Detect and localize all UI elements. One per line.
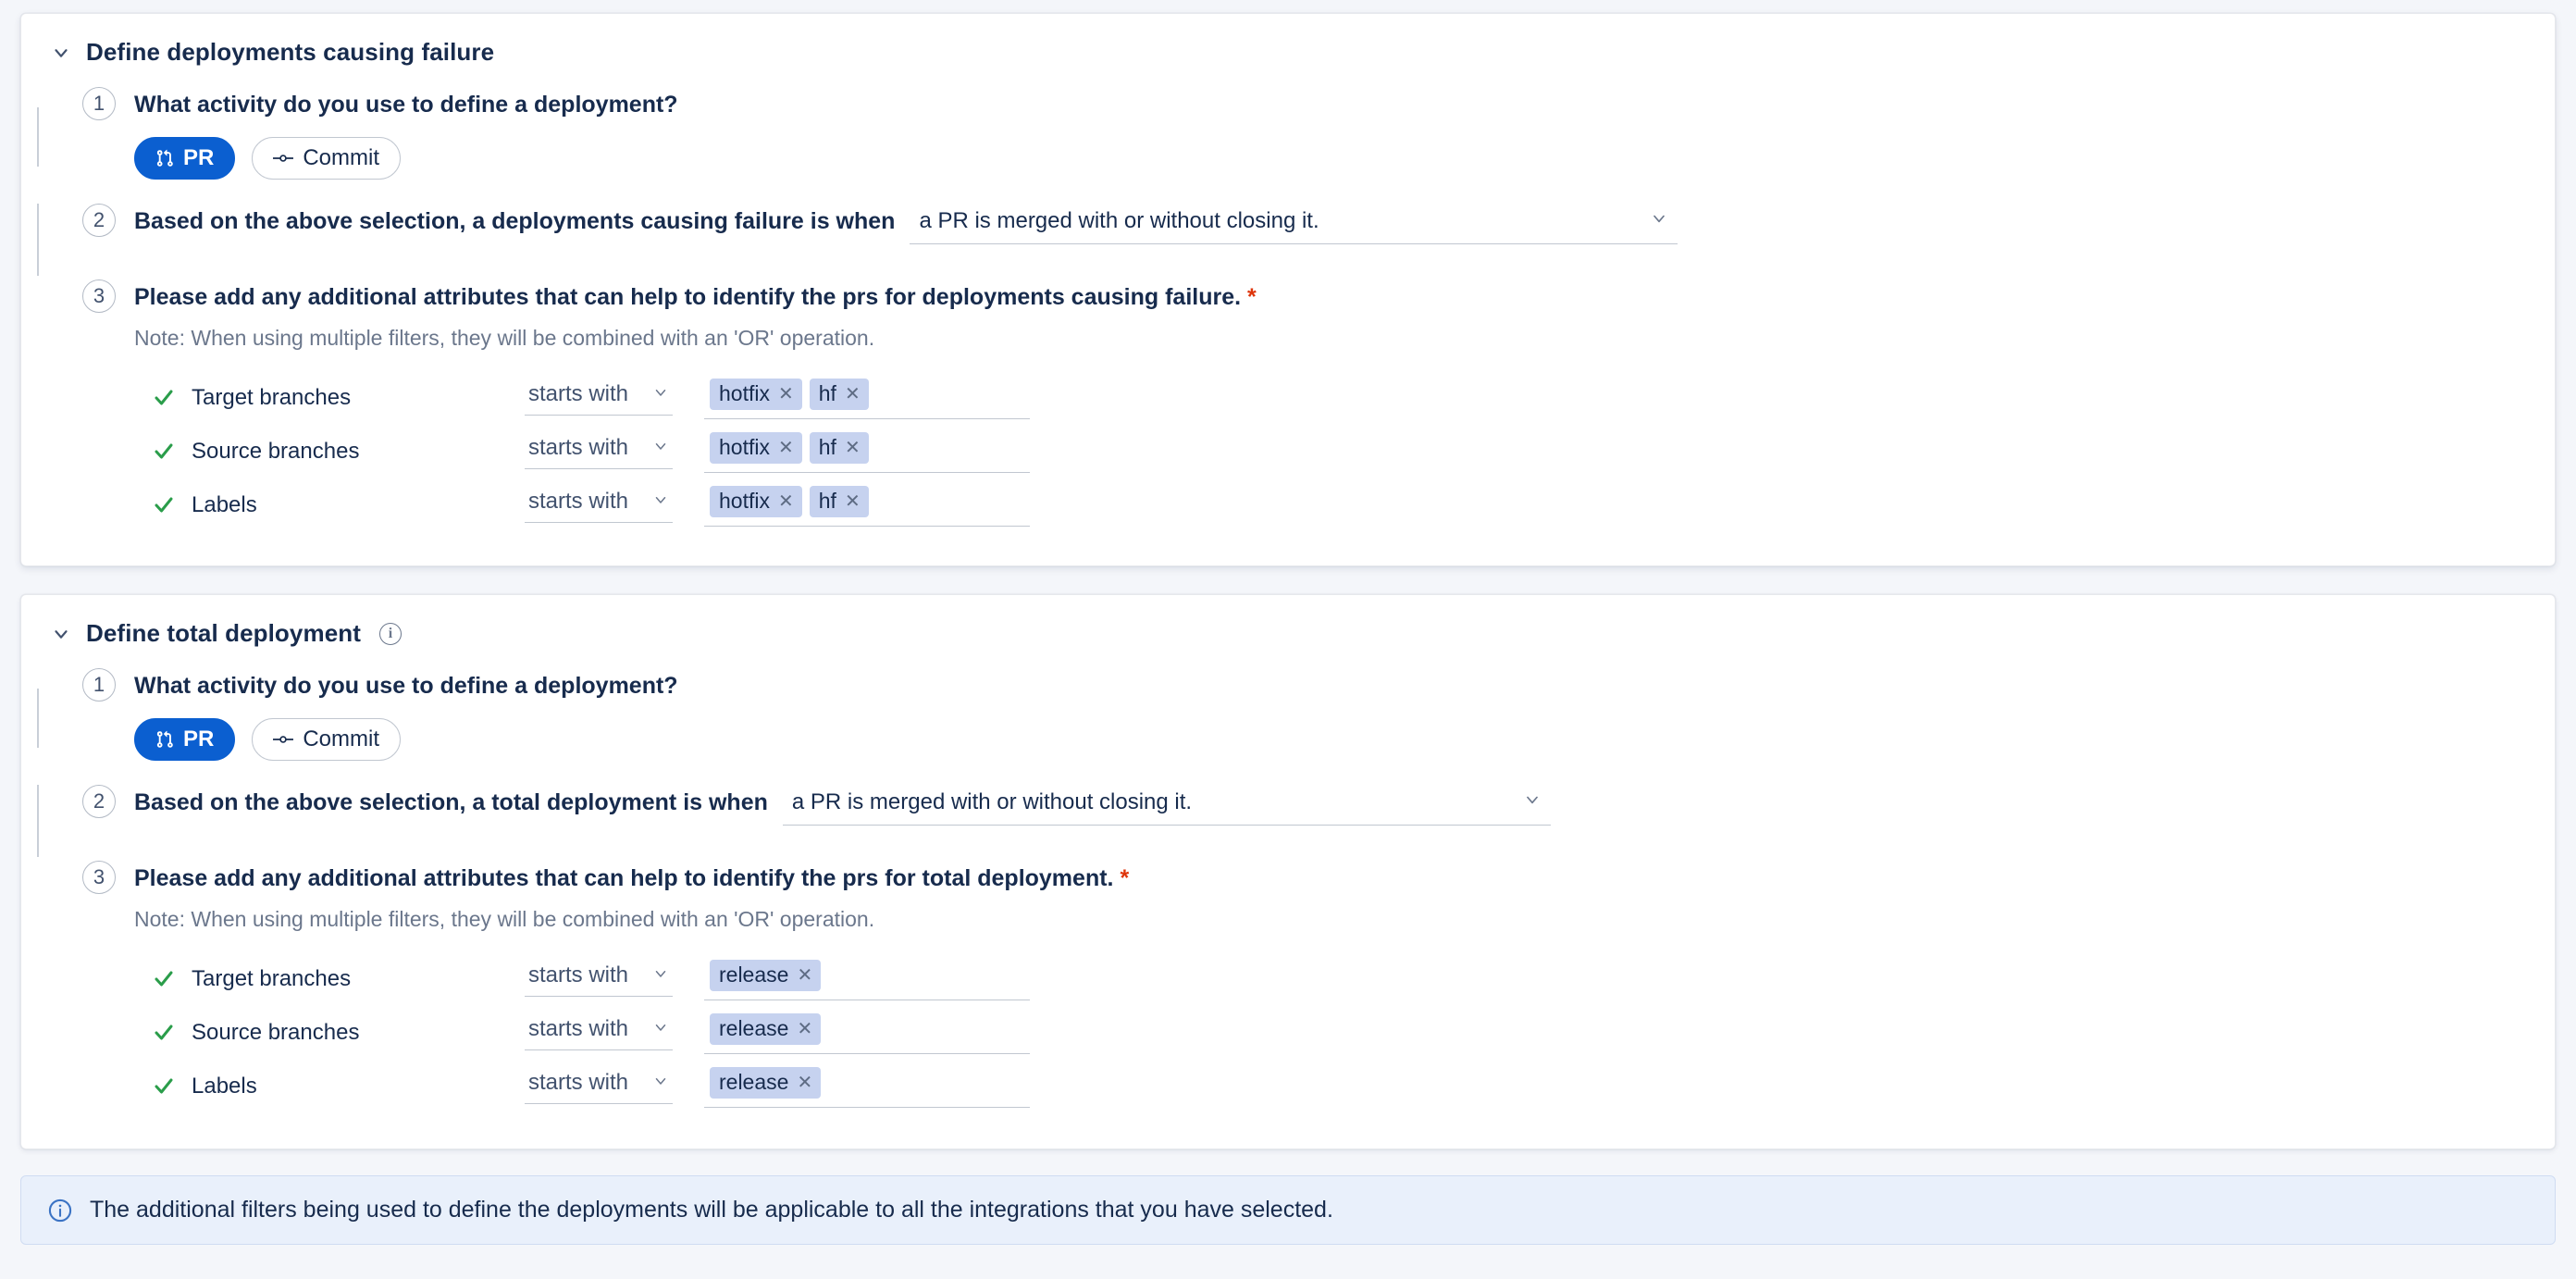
- check-icon[interactable]: [153, 1075, 184, 1098]
- activity-toggle-group: [134, 137, 2555, 180]
- chevron-down-icon: [652, 1016, 669, 1042]
- step-connector: [37, 785, 39, 857]
- activity-option-commit[interactable]: [252, 718, 401, 761]
- definition-select[interactable]: [783, 789, 1551, 826]
- filter-tag-label: hf: [818, 435, 836, 459]
- filter-operator-select[interactable]: [525, 1070, 673, 1104]
- step-number: 2: [82, 785, 116, 818]
- filter-row: [134, 371, 2555, 425]
- step-number: 1: [82, 87, 116, 120]
- filter-values[interactable]: [704, 430, 1030, 473]
- definition-row: [134, 789, 2555, 826]
- step-number: 3: [82, 861, 116, 894]
- remove-tag-icon[interactable]: ✕: [844, 437, 861, 458]
- step-number: 2: [82, 204, 116, 237]
- filter-tag[interactable]: [710, 1013, 821, 1045]
- step-question: What activity do you use to define a deployment?: [134, 92, 678, 118]
- section-deployments-causing-failure: [20, 13, 2556, 566]
- check-icon[interactable]: [153, 387, 184, 409]
- section-title: Define deployments causing failure: [86, 38, 495, 66]
- remove-tag-icon[interactable]: ✕: [797, 1072, 813, 1093]
- activity-option-pr[interactable]: [134, 718, 235, 761]
- activity-option-commit[interactable]: [252, 137, 401, 180]
- step-connector: [37, 689, 39, 748]
- info-icon: [47, 1198, 73, 1223]
- step-3: [82, 864, 2555, 1113]
- remove-tag-icon[interactable]: ✕: [797, 964, 813, 986]
- chevron-down-icon: [652, 489, 669, 515]
- filter-tag[interactable]: [710, 486, 802, 517]
- attributes-label-text: Please add any additional attributes that can help to identify the prs for deployments causing failure.: [134, 284, 1242, 310]
- step-number: 3: [82, 279, 116, 313]
- chevron-down-icon: [652, 962, 669, 988]
- filter-tag[interactable]: [710, 379, 802, 410]
- chevron-down-icon[interactable]: [49, 41, 73, 65]
- step-3: [82, 283, 2555, 532]
- filter-operator-value: starts with: [528, 962, 629, 987]
- section-header[interactable]: [21, 619, 2555, 648]
- filter-tag-label: release: [719, 962, 789, 987]
- remove-tag-icon[interactable]: ✕: [797, 1018, 813, 1039]
- required-marker: *: [1247, 284, 1257, 310]
- step-1: [82, 672, 2555, 761]
- commit-icon: [273, 731, 293, 748]
- filter-tag[interactable]: [710, 1067, 821, 1099]
- filter-label: Target branches: [192, 385, 352, 410]
- commit-icon: [273, 150, 293, 167]
- chevron-down-icon: [652, 435, 669, 461]
- filter-operator-select[interactable]: [525, 489, 673, 523]
- remove-tag-icon[interactable]: ✕: [777, 383, 794, 404]
- definition-row: [134, 207, 2555, 244]
- attributes-label: [134, 864, 2555, 892]
- info-banner-text: The additional filters being used to define the deployments will be applicable to all the integrations that you have selected.: [90, 1197, 1333, 1223]
- remove-tag-icon[interactable]: ✕: [844, 490, 861, 512]
- filter-operator-select[interactable]: [525, 381, 673, 416]
- filter-operator-select[interactable]: [525, 1016, 673, 1050]
- check-icon[interactable]: [153, 441, 184, 463]
- activity-toggle-group: [134, 718, 2555, 761]
- chevron-down-icon: [652, 381, 669, 407]
- filter-label: Labels: [192, 1074, 257, 1099]
- filter-tag[interactable]: [710, 432, 802, 464]
- filter-values[interactable]: [704, 1012, 1030, 1054]
- info-icon[interactable]: i: [379, 623, 402, 645]
- chevron-down-icon[interactable]: [49, 622, 73, 646]
- info-banner: [20, 1175, 2556, 1245]
- filter-tag-label: release: [719, 1070, 789, 1094]
- pull-request-icon: [155, 148, 174, 168]
- pull-request-icon: [155, 729, 174, 750]
- filters-list: [134, 371, 2555, 532]
- steps-list: [21, 672, 2555, 1113]
- filters-note: Note: When using multiple filters, they will be combined with an 'OR' operation.: [134, 907, 875, 931]
- filter-tag[interactable]: [710, 960, 821, 991]
- definition-select-value: a PR is merged with or without closing it.: [919, 208, 1319, 233]
- check-icon[interactable]: [153, 968, 184, 990]
- remove-tag-icon[interactable]: ✕: [777, 490, 794, 512]
- filter-row: [134, 478, 2555, 532]
- activity-option-pr[interactable]: [134, 137, 235, 180]
- filter-tag[interactable]: [810, 486, 869, 517]
- required-marker: *: [1120, 865, 1130, 891]
- filter-tag-label: release: [719, 1016, 789, 1040]
- definition-label: Based on the above selection, a total deployment is when: [134, 789, 768, 815]
- filter-operator-value: starts with: [528, 434, 629, 460]
- section-total-deployment: [20, 594, 2556, 1149]
- step-2: [82, 789, 2555, 826]
- check-icon[interactable]: [153, 1022, 184, 1044]
- filter-label: Source branches: [192, 439, 360, 464]
- remove-tag-icon[interactable]: ✕: [844, 383, 861, 404]
- step-connector: [37, 204, 39, 276]
- filter-tag-label: hotfix: [719, 489, 770, 513]
- filters-note: Note: When using multiple filters, they will be combined with an 'OR' operation.: [134, 326, 875, 350]
- filter-operator-value: starts with: [528, 488, 629, 514]
- remove-tag-icon[interactable]: ✕: [777, 437, 794, 458]
- section-title: Define total deployment: [86, 619, 361, 647]
- chevron-down-icon: [1523, 789, 1542, 815]
- filter-tag[interactable]: [810, 432, 869, 464]
- activity-option-label: Commit: [303, 145, 380, 170]
- chevron-down-icon: [652, 1070, 669, 1096]
- filter-operator-value: starts with: [528, 380, 629, 406]
- filter-operator-value: starts with: [528, 1069, 629, 1095]
- filter-row: [134, 425, 2555, 478]
- step-1: [82, 91, 2555, 180]
- step-number: 1: [82, 668, 116, 702]
- steps-list: [21, 91, 2555, 532]
- filter-row: [134, 1006, 2555, 1060]
- activity-option-label: PR: [183, 726, 215, 751]
- filter-tag-label: hf: [818, 381, 836, 405]
- definition-select-value: a PR is merged with or without closing it.: [791, 789, 1193, 814]
- activity-option-label: Commit: [303, 726, 380, 751]
- filter-values[interactable]: [704, 484, 1030, 527]
- step-question: What activity do you use to define a deployment?: [134, 673, 678, 699]
- filter-tag-label: hotfix: [719, 381, 770, 405]
- filter-values[interactable]: [704, 1065, 1030, 1108]
- filter-operator-select[interactable]: [525, 962, 673, 997]
- filter-label: Source branches: [192, 1020, 360, 1045]
- attributes-label: [134, 283, 2555, 311]
- filter-tag[interactable]: [810, 379, 869, 410]
- filter-label: Target branches: [192, 966, 352, 991]
- step-2: [82, 207, 2555, 244]
- filter-values[interactable]: [704, 377, 1030, 419]
- filters-list: [134, 952, 2555, 1113]
- activity-option-label: PR: [183, 145, 215, 170]
- attributes-label-text: Please add any additional attributes that can help to identify the prs for total deployment.: [134, 865, 1114, 891]
- check-icon[interactable]: [153, 494, 184, 516]
- chevron-down-icon: [1650, 208, 1668, 234]
- filter-operator-value: starts with: [528, 1015, 629, 1041]
- filter-operator-select[interactable]: [525, 435, 673, 469]
- definition-select[interactable]: [910, 208, 1678, 244]
- filter-label: Labels: [192, 492, 257, 517]
- filter-tag-label: hotfix: [719, 435, 770, 459]
- filter-row: [134, 1060, 2555, 1113]
- filter-tag-label: hf: [818, 489, 836, 513]
- filter-values[interactable]: [704, 958, 1030, 1000]
- filter-row: [134, 952, 2555, 1006]
- section-header[interactable]: [21, 38, 2555, 67]
- definition-label: Based on the above selection, a deployments causing failure is when: [134, 208, 896, 234]
- step-connector: [37, 107, 39, 167]
